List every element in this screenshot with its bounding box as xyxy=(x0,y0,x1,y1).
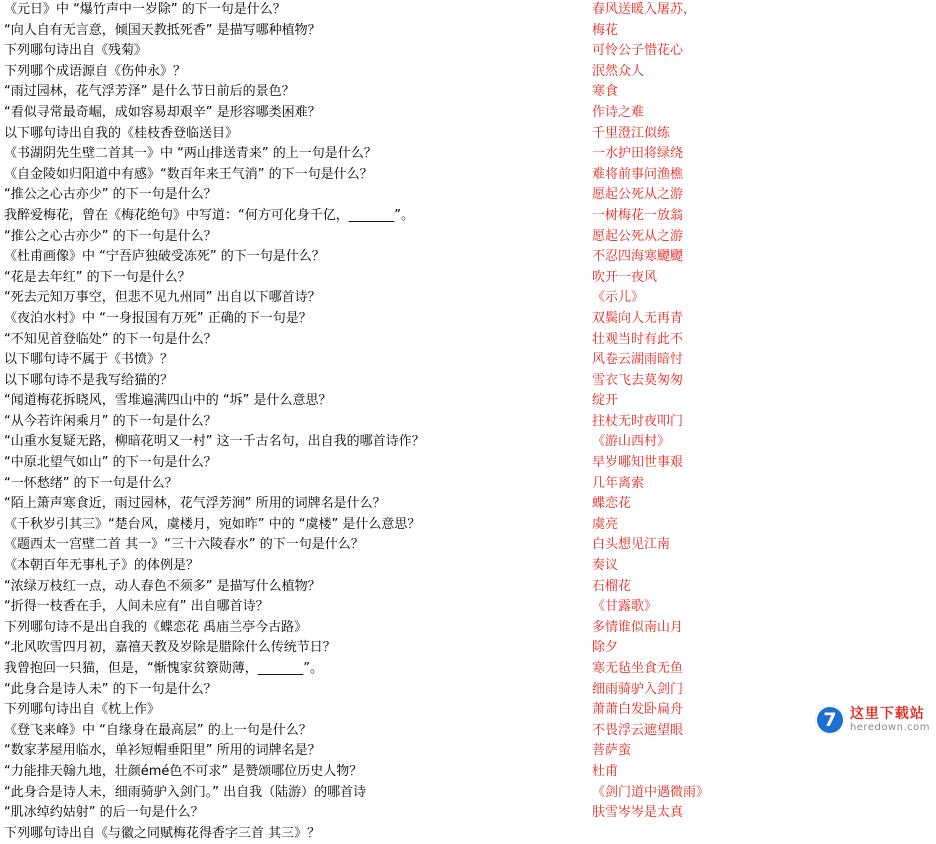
question-cell: 《元日》中 “爆竹声中一岁除” 的下一句是什么？ xyxy=(4,2,286,17)
question-cell: 《千秋岁引其三》“楚台风，虞楼月，宛如昨” 中的 “虞楼” 是什么意思？ xyxy=(4,516,421,532)
answer-cell: 白头想见江南 xyxy=(592,537,671,553)
question-cell: “中原北望气如山” 的下一句是什么？ xyxy=(4,455,217,471)
answer-cell: 寒食 xyxy=(592,84,619,100)
question-cell: “浓绿万枝红一点，动人春色不须多” 是描写什么植物？ xyxy=(4,578,321,594)
table-row xyxy=(0,515,936,536)
question-cell: “从今若许闲乘月” 的下一句是什么？ xyxy=(4,413,217,429)
question-cell: 下列哪个成语源自《伤仲永》？ xyxy=(4,63,187,79)
table-row xyxy=(0,762,936,783)
answer-cell: 萧萧白发卧扁舟 xyxy=(592,702,684,718)
question-cell: “死去元知万事空，但悲不见九州同” 出自以下哪首诗？ xyxy=(4,290,321,306)
question-cell: 以下哪句诗不是我写给猫的？ xyxy=(4,372,174,388)
question-cell: 下列哪句诗出自《与徽之同赋梅花得香字三首 其三》？ xyxy=(4,825,321,841)
table-row xyxy=(0,103,936,124)
question-cell: 下列哪句诗出自《枕上作》 xyxy=(4,702,161,718)
table-row xyxy=(0,577,936,598)
table-row xyxy=(0,700,936,721)
answer-cell: 可怜公子惜花心 xyxy=(592,43,684,59)
question-cell: 《夜泊水村》中 “一身报国有万死” 正确的下一句是？ xyxy=(4,310,312,326)
question-cell: “推公之心古亦少” 的下一句是什么？ xyxy=(4,187,217,203)
table-row xyxy=(0,124,936,145)
answer-cell: 作诗之难 xyxy=(592,104,645,120)
table-row xyxy=(0,412,936,433)
question-cell: 下列哪句诗出自《残菊》 xyxy=(4,43,148,59)
question-cell: “山重水复疑无路，柳暗花明又一村” 这一千古名句，出自我的哪首诗作？ xyxy=(4,434,425,450)
answer-cell: 壮观当时有此不 xyxy=(592,331,684,347)
question-cell: “向人自有无言意，倾国天教抵死香” 是描写哪种植物？ xyxy=(4,22,321,38)
table-row xyxy=(0,721,936,742)
answer-cell: 泯然众人 xyxy=(592,63,645,79)
answer-cell: 不畏浮云遮望眼 xyxy=(592,722,684,738)
answer-cell: 难将前事问渔樵 xyxy=(592,166,684,182)
question-cell: “陌上箫声寒食近，雨过园林，花气浮芳涧” 所用的词牌名是什么？ xyxy=(4,496,386,512)
question-cell: “看似寻常最奇崛，成如容易却艰辛” 是形容哪类困难？ xyxy=(4,104,321,120)
answer-cell: 雪衣飞去莫匆匆 xyxy=(592,372,684,388)
question-cell: 以下哪句诗不属于《书愤》？ xyxy=(4,352,174,368)
answer-cell: 一树梅花一放翁 xyxy=(592,207,684,223)
answer-cell: 杜甫 xyxy=(592,763,619,779)
answer-cell: 双鬓向人无再青 xyxy=(592,310,684,326)
answer-cell: 《示儿》 xyxy=(592,290,645,306)
watermark-cn-label: 这里下载站 xyxy=(849,706,925,723)
table-row xyxy=(0,0,936,21)
answer-cell: 奏议 xyxy=(592,558,619,574)
question-cell: 我曾抱回一只猫，但是，“惭愧家贫簝勋薄，_______”。 xyxy=(4,661,323,676)
table-row xyxy=(0,824,936,844)
table-row xyxy=(0,288,936,309)
answer-cell: 愿起公死从之游 xyxy=(592,228,684,244)
answer-cell: 除夕 xyxy=(592,640,619,656)
answer-cell: 细雨骑驴入剑门 xyxy=(592,681,684,697)
question-cell: “推公之心古亦少” 的下一句是什么？ xyxy=(4,228,217,244)
answer-cell: 不忍四海寒飃飃 xyxy=(592,249,684,265)
answer-cell: 多情谁似南山月 xyxy=(592,619,684,635)
question-cell: 《登飞来峰》中 “自缘身在最高层” 的上一句是什么？ xyxy=(4,722,312,738)
table-row xyxy=(0,144,936,165)
answer-cell: 菩萨蛮 xyxy=(592,743,632,759)
question-cell: 以下哪句诗出自我的《桂枝香登临送目》 xyxy=(4,125,239,141)
question-cell: “花是去年红” 的下一句是什么？ xyxy=(4,269,191,285)
table-row xyxy=(0,330,936,351)
answer-cell: 《甘露歌》 xyxy=(592,599,658,615)
table-row xyxy=(0,62,936,83)
table-row xyxy=(0,165,936,186)
question-cell: 下列哪句诗不是出自我的《蝶恋花 禹庙兰亭今古路》 xyxy=(4,619,308,635)
question-cell: “一怀愁绪” 的下一句是什么？ xyxy=(4,475,178,491)
answer-cell: 梅花 xyxy=(592,22,619,38)
answer-cell: 几年离索 xyxy=(592,475,645,491)
answer-cell: 早岁哪知世事艰 xyxy=(592,455,684,471)
table-row xyxy=(0,659,936,680)
table-row xyxy=(0,680,936,701)
answer-cell: 风卷云湖雨暗忖 xyxy=(592,352,684,368)
table-row xyxy=(0,268,936,289)
table-row xyxy=(0,309,936,330)
question-cell: “雨过园林，花气浮芳泽” 是什么节日前后的景色？ xyxy=(4,84,295,100)
table-row xyxy=(0,82,936,103)
question-cell: “不知见首登临处” 的下一句是什么？ xyxy=(4,331,217,347)
table-row xyxy=(0,741,936,762)
table-row xyxy=(0,206,936,227)
answer-cell: 石榴花 xyxy=(592,578,632,594)
answer-cell: 拄杖无时夜叩门 xyxy=(592,413,684,429)
watermark-en-label: heredown.com xyxy=(849,722,930,734)
table-row xyxy=(0,227,936,248)
question-cell: 《杜甫画像》中 “宁吾庐独破受冻死” 的下一句是什么？ xyxy=(4,249,325,265)
answer-cell: 肤雪岑岑是太真 xyxy=(592,805,684,821)
table-row xyxy=(0,556,936,577)
answer-cell: 一水护田将绿绕 xyxy=(592,146,684,162)
table-row xyxy=(0,41,936,62)
question-cell: “此身合是诗人未，细雨骑驴入剑门。” 出自我（陆游）的哪首诗 xyxy=(4,784,367,800)
question-cell: “数家茅屋用临水，单衫短帽垂阳里” 所用的词牌名是？ xyxy=(4,743,321,759)
table-row xyxy=(0,783,936,804)
table-row xyxy=(0,618,936,639)
table-row xyxy=(0,350,936,371)
question-cell: “力能排天翰九地，壮颜émé色不可求” 是赞颂哪位历史人物？ xyxy=(4,763,363,779)
question-cell: “折得一枝香在手，人间未应有” 出自哪首诗？ xyxy=(4,599,269,615)
answer-cell: 千里澄江似练 xyxy=(592,125,671,141)
answer-cell: 《剑门道中遇微雨》 xyxy=(592,784,710,800)
table-row xyxy=(0,371,936,392)
table-row xyxy=(0,803,936,824)
question-cell: “闻道梅花拆晓风，雪堆遍满四山中的 “坼” 是什么意思？ xyxy=(4,393,332,409)
answer-cell: 虞亮 xyxy=(592,516,619,532)
table-row xyxy=(0,432,936,453)
question-cell: 《书湖阴先生壁二首其一》中 “两山排送青来” 的上一句是什么？ xyxy=(4,146,377,162)
question-cell: “此身合是诗人未” 的下一句是什么？ xyxy=(4,681,217,697)
answer-cell: 《游山西村》 xyxy=(592,434,671,450)
table-row xyxy=(0,597,936,618)
table-row xyxy=(0,535,936,556)
table-row xyxy=(0,474,936,495)
table-row xyxy=(0,21,936,42)
answer-cell: 愿起公死从之游 xyxy=(592,187,684,203)
answer-cell xyxy=(588,824,936,844)
answer-cell: 春风送暖入屠苏， xyxy=(592,2,697,17)
table-row xyxy=(0,247,936,268)
table-row xyxy=(0,494,936,515)
table-row xyxy=(0,185,936,206)
answer-cell: 吹开一夜风 xyxy=(592,269,658,285)
table-row xyxy=(0,453,936,474)
question-cell: “肌冰绰约姑射” 的后一句是什么？ xyxy=(4,805,204,821)
answer-cell: 寒无毡坐食无鱼 xyxy=(592,661,684,676)
question-cell: 《题西太一宫壁二首 其一》“三十六陵春水” 的下一句是什么？ xyxy=(4,537,364,553)
answer-cell: 绽开 xyxy=(592,393,619,409)
table-row xyxy=(0,638,936,659)
answer-cell: 蝶恋花 xyxy=(592,496,632,512)
question-cell: “北风吹雪四月初，嘉禧天教及岁除是腊除什么传统节日？ xyxy=(4,640,336,656)
question-cell: 《本朝百年无事札子》的体例是？ xyxy=(4,558,200,574)
question-cell: 我醉爱梅花，曾在《梅花绝句》中写道：“何方可化身千亿，_______”。 xyxy=(4,207,414,223)
question-cell: 《自金陵如归阳道中有感》“数百年来王气消” 的下一句是什么？ xyxy=(4,166,373,182)
table-row xyxy=(0,391,936,412)
